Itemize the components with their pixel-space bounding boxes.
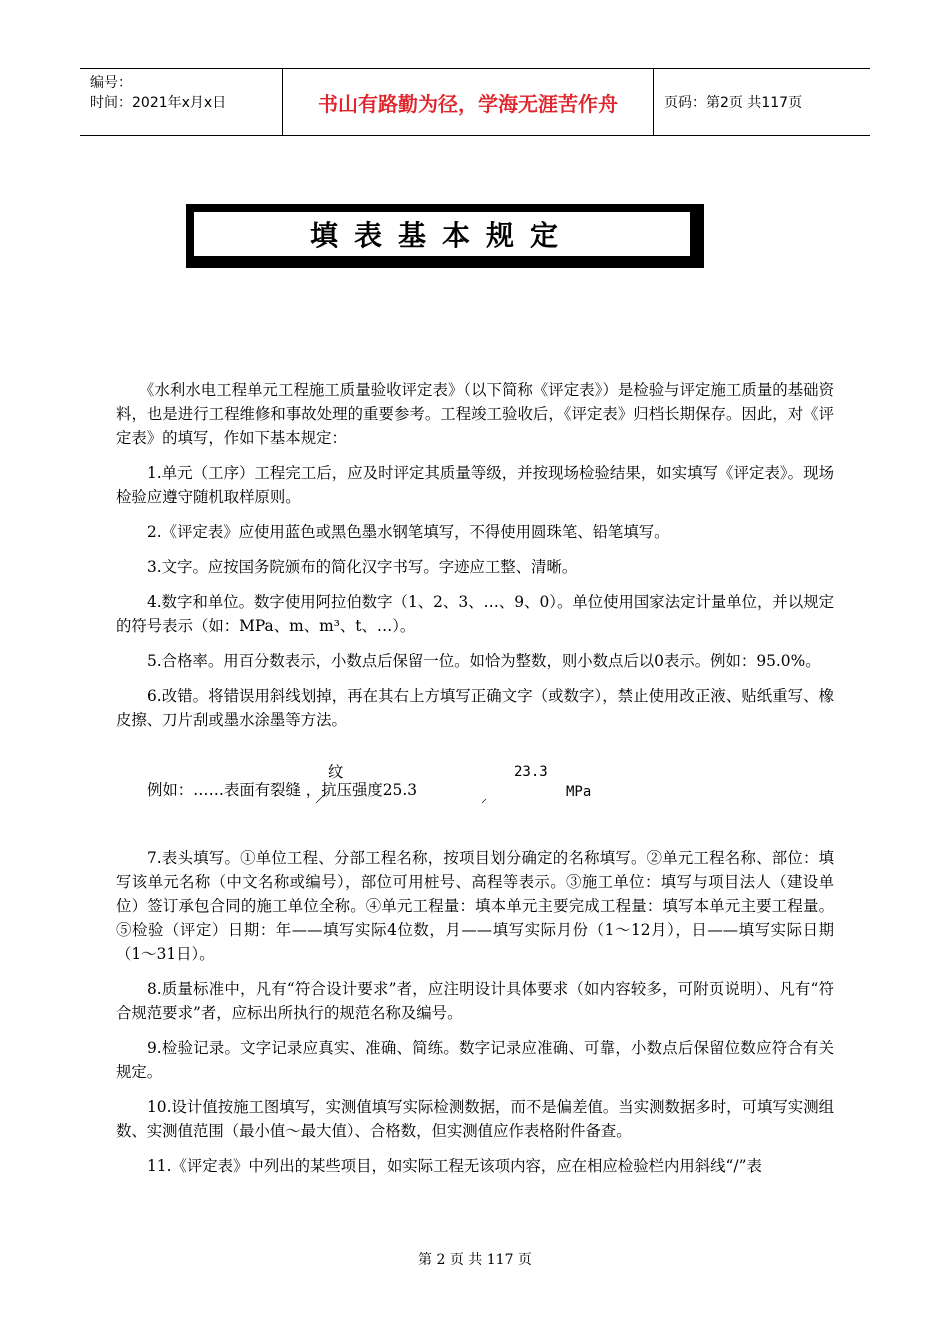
example-unit: MPa	[566, 784, 592, 800]
paragraph-4: 4.数字和单位。数字使用阿拉伯数字（1、2、3、…、9、0）。单位使用国家法定计量单位，并以规定的符号表示（如：MPa、m、m³、t、…）。	[116, 593, 834, 635]
paragraph-11: 11.《评定表》中列出的某些项目，如实际工程无该项内容，应在相应检验栏内用斜线“/”表	[147, 1157, 762, 1175]
header-page-info: 页码：第2页 共117页	[664, 95, 803, 111]
page-title: 填表基本规定	[309, 219, 574, 252]
paragraph-10: 10.设计值按施工图填写，实测值填写实际检测数据，而不是偏差值。当实测数据多时，可填写实测组数、实测值范围（最小值～最大值）、合格数，但实测值应作表格附件备查。	[116, 1098, 834, 1140]
page-footer: 第 2 页 共 117 页	[418, 1252, 532, 1268]
title-box	[186, 204, 704, 268]
paragraph-2: 2.《评定表》应使用蓝色或黑色墨水钢笔填写，不得使用圆珠笔、铅笔填写。	[147, 523, 670, 541]
example-correction-word: 纹	[328, 763, 344, 781]
page-header	[80, 68, 870, 136]
document-body	[116, 378, 834, 1189]
paragraph-intro: 《水利水电工程单元工程施工质量验收评定表》（以下简称《评定表》）是检验与评定施工质量的基础资料，也是进行工程维修和事故处理的重要参考。工程竣工验收后，《评定表》归档长期保存。因此，对《评定表》的填写，作如下基本规定：	[116, 381, 834, 447]
time-label: 时间：2021年x月x日	[90, 95, 227, 111]
paragraph-3: 3.文字。应按国务院颁布的简化汉字书写。字迹应工整、清晰。	[147, 558, 578, 576]
example-line: 例如：……表面有裂缝 ，抗压强度25.3	[147, 781, 418, 799]
strike-line-icon	[314, 790, 364, 804]
paragraph-9: 9.检验记录。文字记录应真实、准确、简练。数字记录应准确、可靠，小数点后保留位数应符合有关规定。	[116, 1039, 834, 1081]
header-meta	[80, 69, 282, 135]
strike-line-icon	[452, 790, 492, 804]
paragraph-7: 7.表头填写。①单位工程、分部工程名称，按项目划分确定的名称填写。②单元工程名称、部位：填写该单元名称（中文名称或编号），部位可用桩号、高程等表示。③施工单位：填写与项目法人（建设单位）签订承包合同的施工单位全称。④单元工程量：填本单元主要完成工程量：填写本单元主要工程量。⑤检验（评定）日期：年——填写实际4位数，月——填写实际月份（1～12月），日——填写实际日期（1～31日）。	[116, 849, 834, 963]
code-label: 编号：	[90, 75, 132, 91]
correction-example	[116, 752, 834, 832]
paragraph-5: 5.合格率。用百分数表示，小数点后保留一位。如恰为整数，则小数点后以0表示。例如：95.0%。	[147, 652, 821, 670]
header-motto: 书山有路勤为径，学海无涯苦作舟	[282, 69, 654, 135]
paragraph-6: 6.改错。将错误用斜线划掉，再在其右上方填写正确文字（或数字），禁止使用改正液、贴纸重写、橡皮擦、刀片刮或墨水涂墨等方法。	[116, 687, 834, 729]
paragraph-1: 1.单元（工序）工程完工后，应及时评定其质量等级，并按现场检验结果，如实填写《评定表》。现场检验应遵守随机取样原则。	[116, 464, 834, 506]
example-correction-number: 23.3	[514, 764, 548, 780]
paragraph-8: 8.质量标准中，凡有“符合设计要求”者，应注明设计具体要求（如内容较多，可附页说明）、凡有“符合规范要求”者，应标出所执行的规范名称及编号。	[116, 980, 834, 1022]
